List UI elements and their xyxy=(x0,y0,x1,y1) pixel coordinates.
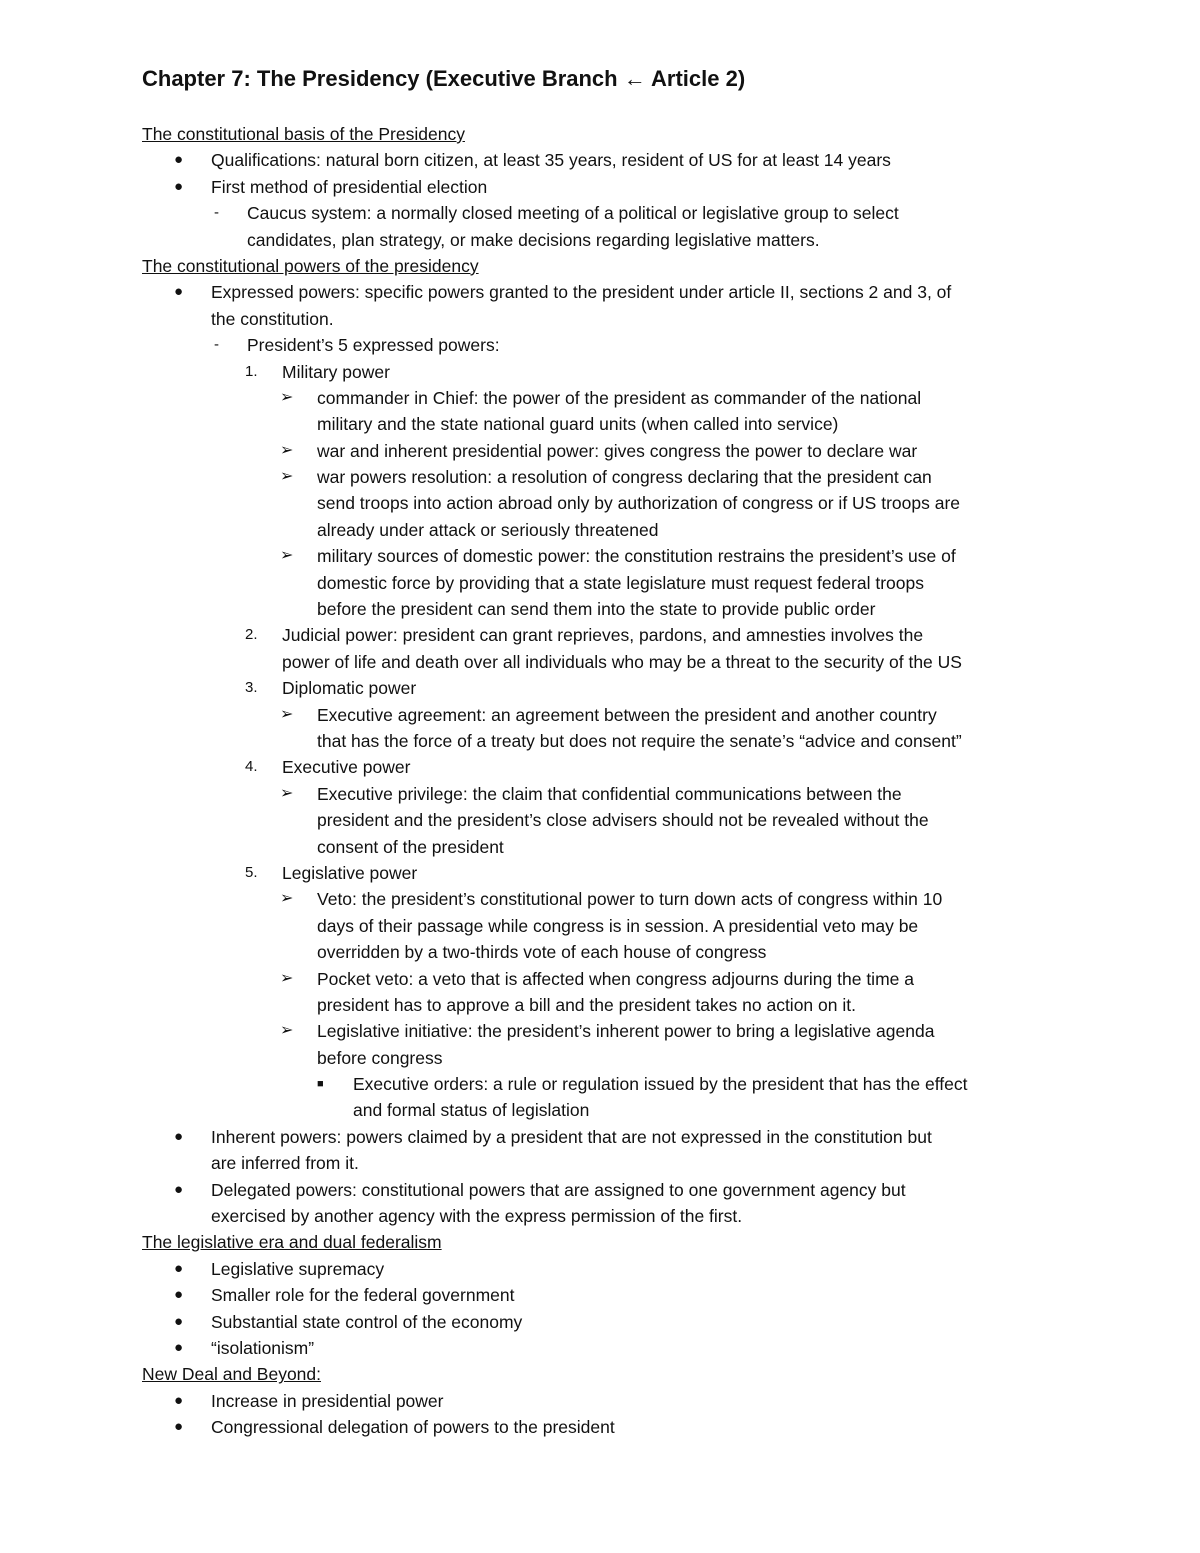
text-line xyxy=(142,807,1072,833)
text-line xyxy=(142,1045,1072,1071)
text-line xyxy=(142,279,1072,305)
line-text: war and inherent presidential power: gives congress the power to declare war xyxy=(317,440,918,461)
line-text: military sources of domestic power: the constitution restrains the president’s use of xyxy=(317,546,956,567)
page-title: Chapter 7: The Presidency (Executive Branch ← Article 2) xyxy=(142,66,746,91)
list-marker: ➢ xyxy=(280,705,294,723)
text-line xyxy=(142,147,1072,173)
text-line xyxy=(142,1256,1072,1282)
line-text: candidates, plan strategy, or make decisions regarding legislative matters. xyxy=(247,229,820,250)
text-line xyxy=(142,649,1072,675)
line-text: Qualifications: natural born citizen, at least 35 years, resident of US for at least 14 years xyxy=(211,150,891,171)
text-line xyxy=(142,966,1072,992)
text-line xyxy=(142,1071,1072,1097)
text-line xyxy=(142,913,1072,939)
text-line xyxy=(142,834,1072,860)
list-marker: ● xyxy=(174,1180,184,1198)
text-line xyxy=(142,543,1072,569)
line-text: are inferred from it. xyxy=(211,1153,359,1174)
section-heading-text: The constitutional basis of the Presidency xyxy=(142,124,465,144)
text-line xyxy=(142,517,1072,543)
list-marker: ● xyxy=(174,1259,184,1277)
line-text: consent of the president xyxy=(317,836,504,857)
line-text: Congressional delegation of powers to the president xyxy=(211,1417,615,1438)
list-marker: 4. xyxy=(245,758,258,776)
text-line xyxy=(142,675,1072,701)
list-marker: ➢ xyxy=(280,388,294,406)
list-marker: 2. xyxy=(245,626,258,644)
text-line xyxy=(142,1018,1072,1044)
text-line xyxy=(142,939,1072,965)
text-line xyxy=(142,702,1072,728)
line-text: Legislative supremacy xyxy=(211,1258,385,1279)
line-text: war powers resolution: a resolution of congress declaring that the president can xyxy=(317,467,932,488)
document-body xyxy=(142,121,1072,1441)
text-line xyxy=(142,438,1072,464)
line-text: commander in Chief: the power of the president as commander of the national xyxy=(317,387,922,408)
list-marker: ● xyxy=(174,1418,184,1436)
line-text: Inherent powers: powers claimed by a president that are not expressed in the constitution but xyxy=(211,1126,932,1147)
text-line xyxy=(142,860,1072,886)
section-heading xyxy=(142,1229,1072,1255)
line-text: overridden by a two-thirds vote of each house of congress xyxy=(317,942,767,963)
line-text: and formal status of legislation xyxy=(353,1100,590,1121)
text-line xyxy=(142,596,1072,622)
text-line xyxy=(142,570,1072,596)
list-marker: 3. xyxy=(245,679,258,697)
line-text: Executive privilege: the claim that confidential communications between the xyxy=(317,783,902,804)
text-line xyxy=(142,411,1072,437)
line-text: First method of presidential election xyxy=(211,176,488,197)
text-line xyxy=(142,1124,1072,1150)
list-marker: ■ xyxy=(317,1078,324,1091)
line-text: Delegated powers: constitutional powers that are assigned to one government agency but xyxy=(211,1179,906,1200)
list-marker: ● xyxy=(174,1286,184,1304)
line-text: President’s 5 expressed powers: xyxy=(247,335,500,356)
list-marker: ● xyxy=(174,1127,184,1145)
text-line xyxy=(142,359,1072,385)
line-text: Veto: the president’s constitutional power to turn down acts of congress within 10 xyxy=(317,889,943,910)
line-text: Military power xyxy=(282,361,390,382)
list-marker: ➢ xyxy=(280,969,294,987)
text-line xyxy=(142,490,1072,516)
section-heading-text: The constitutional powers of the presidency xyxy=(142,255,479,276)
text-line xyxy=(142,1335,1072,1361)
line-text: domestic force by providing that a state legislature must request federal troops xyxy=(317,572,924,593)
line-text: Smaller role for the federal government xyxy=(211,1285,515,1306)
line-text: Legislative initiative: the president’s inherent power to bring a legislative agenda xyxy=(317,1021,935,1042)
text-line xyxy=(142,385,1072,411)
list-marker: ● xyxy=(174,1338,184,1356)
line-text: Caucus system: a normally closed meeting of a political or legislative group to select xyxy=(247,203,899,224)
text-line xyxy=(142,227,1072,253)
text-line xyxy=(142,1414,1072,1440)
line-text: Executive orders: a rule or regulation issued by the president that has the effect xyxy=(353,1074,968,1095)
text-line xyxy=(142,1177,1072,1203)
list-marker: ➢ xyxy=(280,468,294,486)
line-text: the constitution. xyxy=(211,308,334,329)
list-marker: 5. xyxy=(245,863,258,881)
list-marker: ➢ xyxy=(280,547,294,565)
list-marker: ➢ xyxy=(280,890,294,908)
line-text: Diplomatic power xyxy=(282,678,417,699)
line-text: military and the state national guard units (when called into service) xyxy=(317,414,839,435)
line-text: that has the force of a treaty but does not require the senate’s “advice and consent” xyxy=(317,730,962,751)
text-line xyxy=(142,622,1072,648)
text-line xyxy=(142,728,1072,754)
section-heading-text: The legislative era and dual federalism xyxy=(142,1232,442,1253)
line-text: Pocket veto: a veto that is affected when congress adjourns during the time a xyxy=(317,968,914,989)
line-text: Expressed powers: specific powers granted to the president under article II, sections 2 and 3, of xyxy=(211,282,952,303)
text-line xyxy=(142,1203,1072,1229)
section-heading xyxy=(142,253,1072,279)
text-line xyxy=(142,1388,1072,1414)
list-marker: - xyxy=(214,336,219,354)
text-line xyxy=(142,306,1072,332)
text-line xyxy=(142,200,1072,226)
section-heading-text: New Deal and Beyond: xyxy=(142,1364,321,1385)
list-marker: - xyxy=(214,204,219,222)
list-marker: 1. xyxy=(245,362,258,380)
text-line xyxy=(142,1282,1072,1308)
line-text: Substantial state control of the economy xyxy=(211,1311,523,1332)
list-marker: ● xyxy=(174,177,184,195)
list-marker: ➢ xyxy=(280,441,294,459)
line-text: Increase in presidential power xyxy=(211,1390,444,1411)
list-marker: ● xyxy=(174,1312,184,1330)
text-line xyxy=(142,1150,1072,1176)
line-text: Executive power xyxy=(282,757,411,778)
line-text: president and the president’s close advisers should not be revealed without the xyxy=(317,810,929,831)
text-line xyxy=(142,174,1072,200)
list-marker: ● xyxy=(174,151,184,169)
list-marker: ● xyxy=(174,283,184,301)
list-marker: ➢ xyxy=(280,1022,294,1040)
text-line xyxy=(142,1097,1072,1123)
text-line xyxy=(142,754,1072,780)
line-text: Judicial power: president can grant reprieves, pardons, and amnesties involves the xyxy=(282,625,924,646)
line-text: send troops into action abroad only by authorization of congress or if US troops are xyxy=(317,493,961,514)
line-text: Executive agreement: an agreement between the president and another country xyxy=(317,704,937,725)
section-heading xyxy=(142,121,1072,147)
list-marker: ● xyxy=(174,1391,184,1409)
text-line xyxy=(142,781,1072,807)
text-line xyxy=(142,1309,1072,1335)
text-line xyxy=(142,332,1072,358)
line-text: “isolationism” xyxy=(211,1337,315,1358)
section-heading xyxy=(142,1361,1072,1387)
text-line xyxy=(142,886,1072,912)
line-text: before congress xyxy=(317,1047,443,1068)
line-text: exercised by another agency with the express permission of the first. xyxy=(211,1206,743,1227)
line-text: Legislative power xyxy=(282,862,418,883)
line-text: power of life and death over all individuals who may be a threat to the security of the US xyxy=(282,651,962,672)
line-text: already under attack or seriously threatened xyxy=(317,519,659,540)
list-marker: ➢ xyxy=(280,784,294,802)
text-line xyxy=(142,992,1072,1018)
line-text: before the president can send them into the state to provide public order xyxy=(317,599,876,620)
line-text: days of their passage while congress is in session. A presidential veto may be xyxy=(317,915,919,936)
text-line xyxy=(142,464,1072,490)
line-text: president has to approve a bill and the president takes no action on it. xyxy=(317,994,856,1015)
